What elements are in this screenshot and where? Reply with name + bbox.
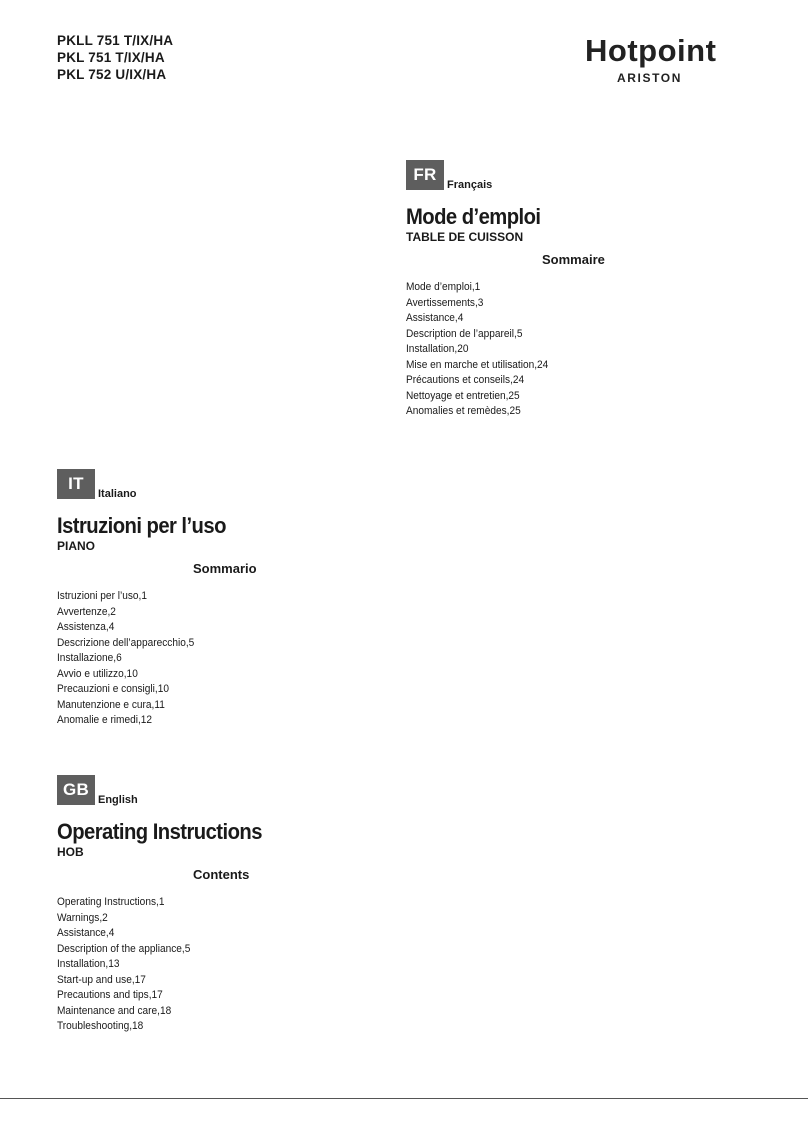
toc-item: Description of the appliance,5 [57,942,191,955]
section-title: Istruzioni per l’uso [57,513,226,538]
toc-item: Warnings,2 [57,911,108,924]
section-subtitle: TABLE DE CUISSON [406,230,524,244]
section-fr [406,160,605,420]
toc-list [406,280,605,420]
toc-item: Operating Instructions,1 [57,896,165,908]
toc-item: Nettoyage et entretien,25 [406,389,520,402]
model-number: PKLL 751 T/IX/HA [57,33,174,48]
logo-main-text: Hotpoint [585,33,717,68]
section-gb [57,775,280,1035]
toc-item: Assistance,4 [406,312,464,324]
toc-item: Précautions et conseils,24 [406,374,525,386]
model-list [57,32,173,83]
language-badge: FR [406,160,444,190]
section-title: Operating Instructions [57,819,262,844]
toc-item: Installazione,6 [57,652,122,664]
toc-item: Troubleshooting,18 [57,1020,144,1032]
language-name: Français [447,179,493,191]
toc-item: Manutenzione e cura,11 [57,698,165,711]
section-subtitle: HOB [57,845,84,859]
toc-item: Installation,20 [406,343,469,355]
language-header [57,775,280,805]
toc-list [57,589,257,729]
toc-item: Start-up and use,17 [57,973,146,986]
toc-item: Avvertenze,2 [57,605,116,618]
section-it [57,469,257,729]
model-number: PKL 751 T/IX/HA [57,50,165,65]
toc-item: Avertissements,3 [406,296,484,309]
toc-item: Avvio e utilizzo,10 [57,667,138,680]
toc-item: Maintenance and care,18 [57,1004,172,1017]
toc-item: Installation,13 [57,958,120,970]
section-subtitle: PIANO [57,539,96,553]
language-badge: IT [57,469,95,499]
toc-item: Mise en marche et utilisation,24 [406,358,549,371]
language-name: English [98,794,138,806]
language-header [406,160,605,190]
model-number: PKL 752 U/IX/HA [57,67,167,82]
toc-item: Assistance,4 [57,927,115,939]
language-badge: GB [57,775,95,805]
brand-logo [585,34,765,85]
language-name: Italiano [98,488,137,500]
toc-item: Precautions and tips,17 [57,989,163,1001]
toc-heading: Contents [193,867,250,882]
footer-rule [0,1098,808,1099]
toc-item: Descrizione dell’apparecchio,5 [57,636,195,649]
section-title: Mode d’emploi [406,204,541,229]
logo-sub-text: ARISTON [617,71,682,85]
toc-item: Anomalie e rimedi,12 [57,714,153,726]
toc-list [57,895,280,1035]
toc-item: Istruzioni per l’uso,1 [57,590,148,602]
toc-item: Description de l’appareil,5 [406,327,523,340]
toc-heading: Sommaire [542,252,605,267]
toc-item: Anomalies et remèdes,25 [406,405,521,417]
toc-item: Mode d’emploi,1 [406,281,481,293]
toc-item: Precauzioni e consigli,10 [57,683,169,695]
toc-heading: Sommario [193,561,257,576]
language-header [57,469,257,499]
toc-item: Assistenza,4 [57,621,115,633]
